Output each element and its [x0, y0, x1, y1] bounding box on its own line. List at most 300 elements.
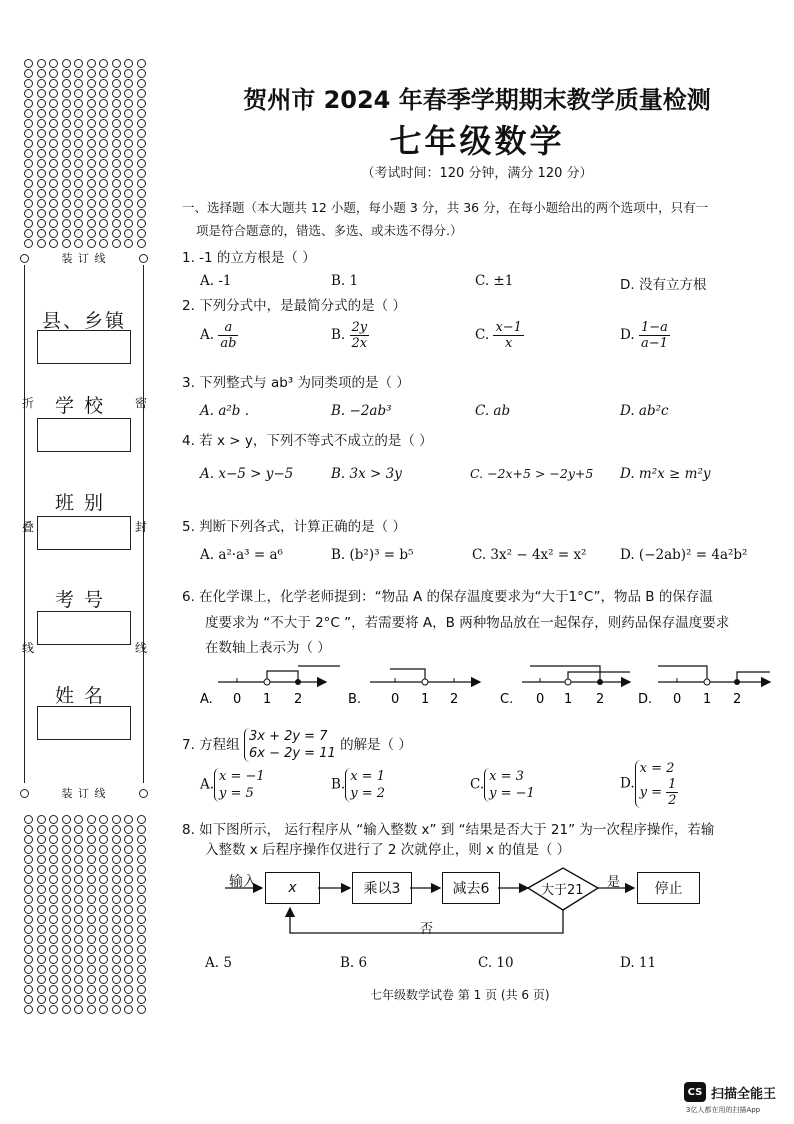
denominator: 2x: [351, 336, 368, 351]
binding-dot: [49, 209, 58, 218]
binding-dot: [49, 129, 58, 138]
subject-title: 七年级数学: [389, 122, 565, 160]
q6-option-b-label: B.: [348, 692, 362, 707]
binding-dot: [37, 875, 46, 884]
q1-option-d: D. 没有立方根: [620, 277, 707, 293]
binding-dot: [49, 825, 58, 834]
binding-dot: [24, 835, 33, 844]
binding-dot: [62, 209, 71, 218]
binding-dot: [112, 945, 121, 954]
binding-dot: [137, 149, 146, 158]
binding-dot: [37, 1005, 46, 1014]
binding-dot: [37, 845, 46, 854]
binding-dot: [24, 855, 33, 864]
binding-dot: [24, 925, 33, 934]
denominator: x: [505, 336, 513, 351]
field-label-class: 班别: [54, 492, 113, 514]
q7-option-c-letter: C.: [470, 776, 485, 793]
q8-option-c: C. 10: [478, 955, 514, 971]
q7-eq2: 6x − 2y = 11: [248, 746, 336, 761]
binding-dot: [37, 69, 46, 78]
binding-dot: [74, 99, 83, 108]
binding-dot: [24, 965, 33, 974]
binding-dot: [74, 845, 83, 854]
binding-dot: [49, 945, 58, 954]
binding-dot: [87, 925, 96, 934]
tick-label: 2: [294, 692, 303, 707]
flow-no-label: 否: [420, 922, 434, 937]
binding-dot: [37, 815, 46, 824]
binding-dot: [62, 885, 71, 894]
binding-dot: [74, 219, 83, 228]
flow-box-stop: 停止: [637, 872, 700, 904]
cs-app-name: 扫描全能王: [711, 1086, 777, 1102]
binding-dot: [137, 905, 146, 914]
binding-dot: [112, 855, 121, 864]
binding-dot: [137, 835, 146, 844]
binding-circle: [139, 254, 148, 263]
tick-label: 0: [233, 692, 242, 707]
binding-dot: [99, 79, 108, 88]
binding-dot: [99, 895, 108, 904]
binding-dot: [37, 955, 46, 964]
binding-dot: [24, 865, 33, 874]
q6-line3: 在数轴上表示为（ ）: [205, 640, 331, 656]
field-label-school: 学校: [54, 395, 113, 417]
binding-dot: [137, 239, 146, 248]
binding-dot: [112, 835, 121, 844]
binding-dot: [74, 975, 83, 984]
binding-dot: [99, 99, 108, 108]
binding-dot: [87, 845, 96, 854]
binding-dot: [49, 59, 58, 68]
flow-box-subtract: 减去6: [442, 872, 500, 904]
binding-dot: [137, 119, 146, 128]
binding-dot: [62, 239, 71, 248]
binding-dot: [24, 1005, 33, 1014]
q6-option-a-numberline: [218, 666, 340, 707]
binding-dot: [124, 925, 133, 934]
binding-dot: [24, 895, 33, 904]
binding-dot: [37, 109, 46, 118]
binding-dot: [112, 895, 121, 904]
binding-dot: [137, 219, 146, 228]
binding-dot: [49, 815, 58, 824]
field-label-county: 县、乡镇: [41, 310, 126, 332]
binding-dot: [49, 199, 58, 208]
binding-dot: [74, 109, 83, 118]
binding-dot: [62, 109, 71, 118]
binding-dot: [124, 885, 133, 894]
binding-dot: [137, 945, 146, 954]
binding-dot: [99, 905, 108, 914]
section-intro-line2: 项是符合题意的，错选、多选、或未选不得分.）: [196, 223, 463, 238]
binding-dot: [124, 1005, 133, 1014]
side-label-stack: 叠: [22, 520, 35, 534]
binding-dot: [74, 945, 83, 954]
binding-dot: [137, 129, 146, 138]
binding-dot: [49, 169, 58, 178]
side-label-fold: 折: [22, 396, 35, 410]
binding-dot: [99, 119, 108, 128]
binding-dot: [87, 965, 96, 974]
tick-label: 2: [733, 692, 742, 707]
binding-dot: [49, 229, 58, 238]
q7-option-d-letter: D.: [620, 775, 635, 792]
binding-dot: [112, 109, 121, 118]
binding-dot: [37, 865, 46, 874]
binding-dot: [74, 119, 83, 128]
binding-dot: [87, 825, 96, 834]
binding-dot: [74, 79, 83, 88]
binding-dot: [74, 875, 83, 884]
denominator: a−1: [640, 336, 668, 351]
binding-dot: [112, 169, 121, 178]
q8-line1: 8. 如下图所示， 运行程序从 “输入整数 x” 到 “结果是否大于 21” 为一次程序操作，若输: [182, 822, 715, 838]
numerator: 2y: [351, 320, 368, 335]
q7-a1: x = −1: [219, 769, 265, 784]
binding-dot: [74, 139, 83, 148]
binding-dot: [62, 855, 71, 864]
binding-dot: [62, 149, 71, 158]
binding-dot: [137, 109, 146, 118]
binding-dot: [62, 159, 71, 168]
binding-dot: [24, 229, 33, 238]
binding-dot: [62, 139, 71, 148]
q7-stem-post: 的解是（ ）: [340, 737, 412, 753]
binding-dot: [87, 955, 96, 964]
binding-dot: [99, 865, 108, 874]
binding-dot: [112, 119, 121, 128]
binding-dot: [99, 825, 108, 834]
binding-dot: [74, 935, 83, 944]
binding-dot: [137, 229, 146, 238]
binding-dot: [49, 985, 58, 994]
q2-option-c-fraction: [493, 320, 524, 351]
binding-dot: [37, 189, 46, 198]
binding-dot: [37, 975, 46, 984]
binding-dot: [137, 995, 146, 1004]
binding-dot: [124, 199, 133, 208]
side-label-seal2: 封: [135, 520, 148, 534]
binding-dot: [24, 985, 33, 994]
q4-option-d: D. m²x ≥ m²y: [620, 466, 711, 482]
binding-dot: [112, 905, 121, 914]
binding-dot: [124, 179, 133, 188]
binding-dot: [137, 885, 146, 894]
binding-dot: [37, 965, 46, 974]
side-label-line-right: 线: [135, 641, 148, 655]
flow-box-multiply: 乘以3: [352, 872, 412, 904]
binding-dot: [99, 229, 108, 238]
binding-dot: [74, 229, 83, 238]
field-box-exam-number[interactable]: [37, 611, 131, 645]
binding-dot: [99, 129, 108, 138]
binding-dot: [49, 855, 58, 864]
side-label-seal: 密: [135, 396, 148, 410]
binding-dot: [99, 149, 108, 158]
binding-dot: [137, 139, 146, 148]
binding-dot: [87, 109, 96, 118]
binding-dot: [87, 59, 96, 68]
binding-dot: [112, 239, 121, 248]
binding-dot: [124, 935, 133, 944]
q7-option-a-letter: A.: [200, 776, 215, 793]
binding-dot: [74, 815, 83, 824]
tick-label: 0: [391, 692, 400, 707]
q7-c1: x = 3: [489, 769, 524, 784]
numerator: 1−a: [640, 320, 668, 335]
binding-dot: [62, 845, 71, 854]
binding-dot: [49, 149, 58, 158]
q2-option-b-fraction: [350, 320, 370, 351]
binding-circle: [20, 254, 29, 263]
q2-stem: 2. 下列分式中，是最简分式的是（ ）: [182, 298, 406, 314]
q8-line2: 入整数 x 后程序操作仅进行了 2 次就停止，则 x 的值是（ ）: [205, 842, 571, 858]
q2-option-d-letter: D.: [620, 327, 635, 343]
binding-dot: [24, 159, 33, 168]
binding-dot: [124, 189, 133, 198]
binding-dot: [49, 895, 58, 904]
binding-dot: [87, 935, 96, 944]
binding-dot: [49, 865, 58, 874]
binding-dot: [112, 925, 121, 934]
q2-option-d-fraction: [639, 320, 670, 351]
binding-dot: [124, 855, 133, 864]
binding-dot: [62, 945, 71, 954]
binding-dot: [87, 875, 96, 884]
binding-dot: [99, 169, 108, 178]
q6-option-c-numberline: [522, 666, 630, 707]
q1-option-a: A. -1: [200, 273, 232, 289]
binding-dot: [62, 179, 71, 188]
binding-dot: [99, 109, 108, 118]
binding-dot: [49, 835, 58, 844]
q7-option-c: [470, 768, 535, 802]
binding-dot: [37, 119, 46, 128]
binding-dot: [137, 69, 146, 78]
binding-dot: [37, 895, 46, 904]
binding-dot: [37, 935, 46, 944]
binding-dot: [137, 815, 146, 824]
q7-b2: y = 2: [350, 786, 385, 801]
binding-dot: [137, 89, 146, 98]
binding-dot: [137, 199, 146, 208]
binding-dot: [74, 89, 83, 98]
binding-dot: [49, 915, 58, 924]
binding-line-bottom: [20, 786, 148, 800]
binding-dot: [37, 129, 46, 138]
tick-label: 0: [673, 692, 682, 707]
binding-dot: [49, 109, 58, 118]
q7-option-d-system: [635, 760, 679, 808]
binding-dot: [87, 69, 96, 78]
binding-dot: [112, 825, 121, 834]
binding-dot: [24, 179, 33, 188]
binding-dot: [49, 845, 58, 854]
page-footer: 七年级数学试卷 第 1 页 (共 6 页): [370, 988, 550, 1002]
binding-dot: [137, 935, 146, 944]
binding-dot: [112, 865, 121, 874]
binding-dot: [87, 149, 96, 158]
binding-dot: [87, 1005, 96, 1014]
binding-dot: [62, 79, 71, 88]
binding-dot: [124, 229, 133, 238]
binding-dot: [87, 209, 96, 218]
binding-dot: [74, 179, 83, 188]
binding-dot: [37, 149, 46, 158]
binding-dot: [112, 219, 121, 228]
tick-label: 2: [450, 692, 459, 707]
binding-dot: [62, 229, 71, 238]
binding-dot: [37, 945, 46, 954]
binding-dot: [24, 945, 33, 954]
binding-dot: [137, 925, 146, 934]
denominator: ab: [220, 336, 237, 351]
binding-dot: [37, 985, 46, 994]
binding-dot: [87, 79, 96, 88]
field-box-name[interactable]: [37, 706, 131, 740]
binding-dot: [137, 159, 146, 168]
binding-dot: [62, 985, 71, 994]
q7-d2-fraction: [666, 777, 678, 808]
tick-label: 2: [596, 692, 605, 707]
field-box-class[interactable]: [37, 516, 131, 550]
q3-option-d: D. ab²c: [620, 403, 669, 419]
binding-dot: [62, 89, 71, 98]
binding-dot: [124, 985, 133, 994]
binding-dot: [24, 905, 33, 914]
q2-option-d: [620, 320, 670, 351]
binding-dot: [49, 885, 58, 894]
q1-option-b: B. 1: [331, 273, 359, 289]
q7-d1: x = 2: [639, 761, 675, 776]
binding-dot: [74, 199, 83, 208]
binding-dot: [62, 965, 71, 974]
q1-option-c: C. ±1: [475, 273, 514, 289]
binding-dot: [124, 865, 133, 874]
binding-dot: [24, 885, 33, 894]
binding-dot: [99, 935, 108, 944]
binding-dot: [24, 815, 33, 824]
binding-dot: [112, 159, 121, 168]
binding-dot: [137, 59, 146, 68]
binding-dot: [87, 229, 96, 238]
binding-dot: [112, 139, 121, 148]
binding-dot: [112, 149, 121, 158]
binding-dot: [24, 975, 33, 984]
binding-dot: [37, 925, 46, 934]
binding-dot: [137, 845, 146, 854]
binding-dot: [99, 835, 108, 844]
q5-stem: 5. 判断下列各式，计算正确的是（ ）: [182, 519, 406, 535]
binding-dot: [124, 815, 133, 824]
binding-dot: [74, 915, 83, 924]
binding-dot: [124, 825, 133, 834]
binding-dot: [24, 915, 33, 924]
binding-dot: [124, 905, 133, 914]
binding-dot: [112, 209, 121, 218]
tick-label: 1: [564, 692, 573, 707]
binding-dot: [24, 935, 33, 944]
binding-dot: [74, 169, 83, 178]
binding-dot: [49, 119, 58, 128]
binding-dot: [99, 1005, 108, 1014]
q4-option-c: C. −2x+5 > −2y+5: [470, 466, 594, 481]
binding-dot: [87, 915, 96, 924]
binding-dot: [62, 935, 71, 944]
binding-dot: [87, 129, 96, 138]
binding-dot: [74, 885, 83, 894]
q7-eq1: 3x + 2y = 7: [248, 729, 328, 744]
binding-dot: [37, 995, 46, 1004]
binding-dot: [87, 159, 96, 168]
binding-dot: [49, 965, 58, 974]
binding-dot: [99, 915, 108, 924]
binding-dot: [99, 985, 108, 994]
binding-dot: [137, 825, 146, 834]
binding-dot: [112, 1005, 121, 1014]
field-box-school[interactable]: [37, 418, 131, 452]
binding-dot: [124, 159, 133, 168]
field-label-exam-number: 考号: [54, 589, 113, 611]
q1-stem: 1. -1 的立方根是（ ）: [182, 250, 316, 266]
q6-option-d-numberline: [658, 666, 770, 707]
binding-dot: [87, 975, 96, 984]
binding-dot: [137, 189, 146, 198]
binding-dot: [137, 855, 146, 864]
q8-option-d: D. 11: [620, 955, 657, 971]
binding-dot: [137, 975, 146, 984]
field-box-county[interactable]: [37, 330, 131, 364]
q7-stem-pre: 7. 方程组: [182, 737, 240, 753]
denominator: 2: [668, 793, 677, 808]
q7-d2-pre: y =: [639, 785, 663, 800]
binding-dot: [24, 219, 33, 228]
q6-option-d-label: D.: [638, 692, 653, 707]
binding-dot: [24, 79, 33, 88]
q4-option-b: B. 3x > 3y: [331, 466, 402, 482]
binding-dot: [37, 89, 46, 98]
binding-dot: [137, 79, 146, 88]
binding-dot: [74, 955, 83, 964]
binding-dot: [124, 995, 133, 1004]
binding-dot: [62, 129, 71, 138]
binding-dot: [62, 219, 71, 228]
binding-dot: [49, 875, 58, 884]
binding-dot: [137, 209, 146, 218]
binding-dot: [24, 119, 33, 128]
binding-dot: [62, 169, 71, 178]
binding-dot: [49, 69, 58, 78]
binding-dot: [24, 149, 33, 158]
binding-dot: [124, 139, 133, 148]
binding-dot: [124, 975, 133, 984]
binding-dot: [112, 875, 121, 884]
binding-dot: [87, 89, 96, 98]
binding-dot: [137, 179, 146, 188]
binding-dot: [74, 209, 83, 218]
q5-option-d: D. (−2ab)² = 4a²b²: [620, 547, 748, 563]
binding-dot: [24, 875, 33, 884]
binding-dot: [112, 975, 121, 984]
binding-dot: [99, 159, 108, 168]
binding-dot: [112, 189, 121, 198]
binding-dot: [112, 99, 121, 108]
q6-option-a-label: A.: [200, 692, 213, 707]
binding-dot: [62, 915, 71, 924]
binding-dot: [74, 925, 83, 934]
